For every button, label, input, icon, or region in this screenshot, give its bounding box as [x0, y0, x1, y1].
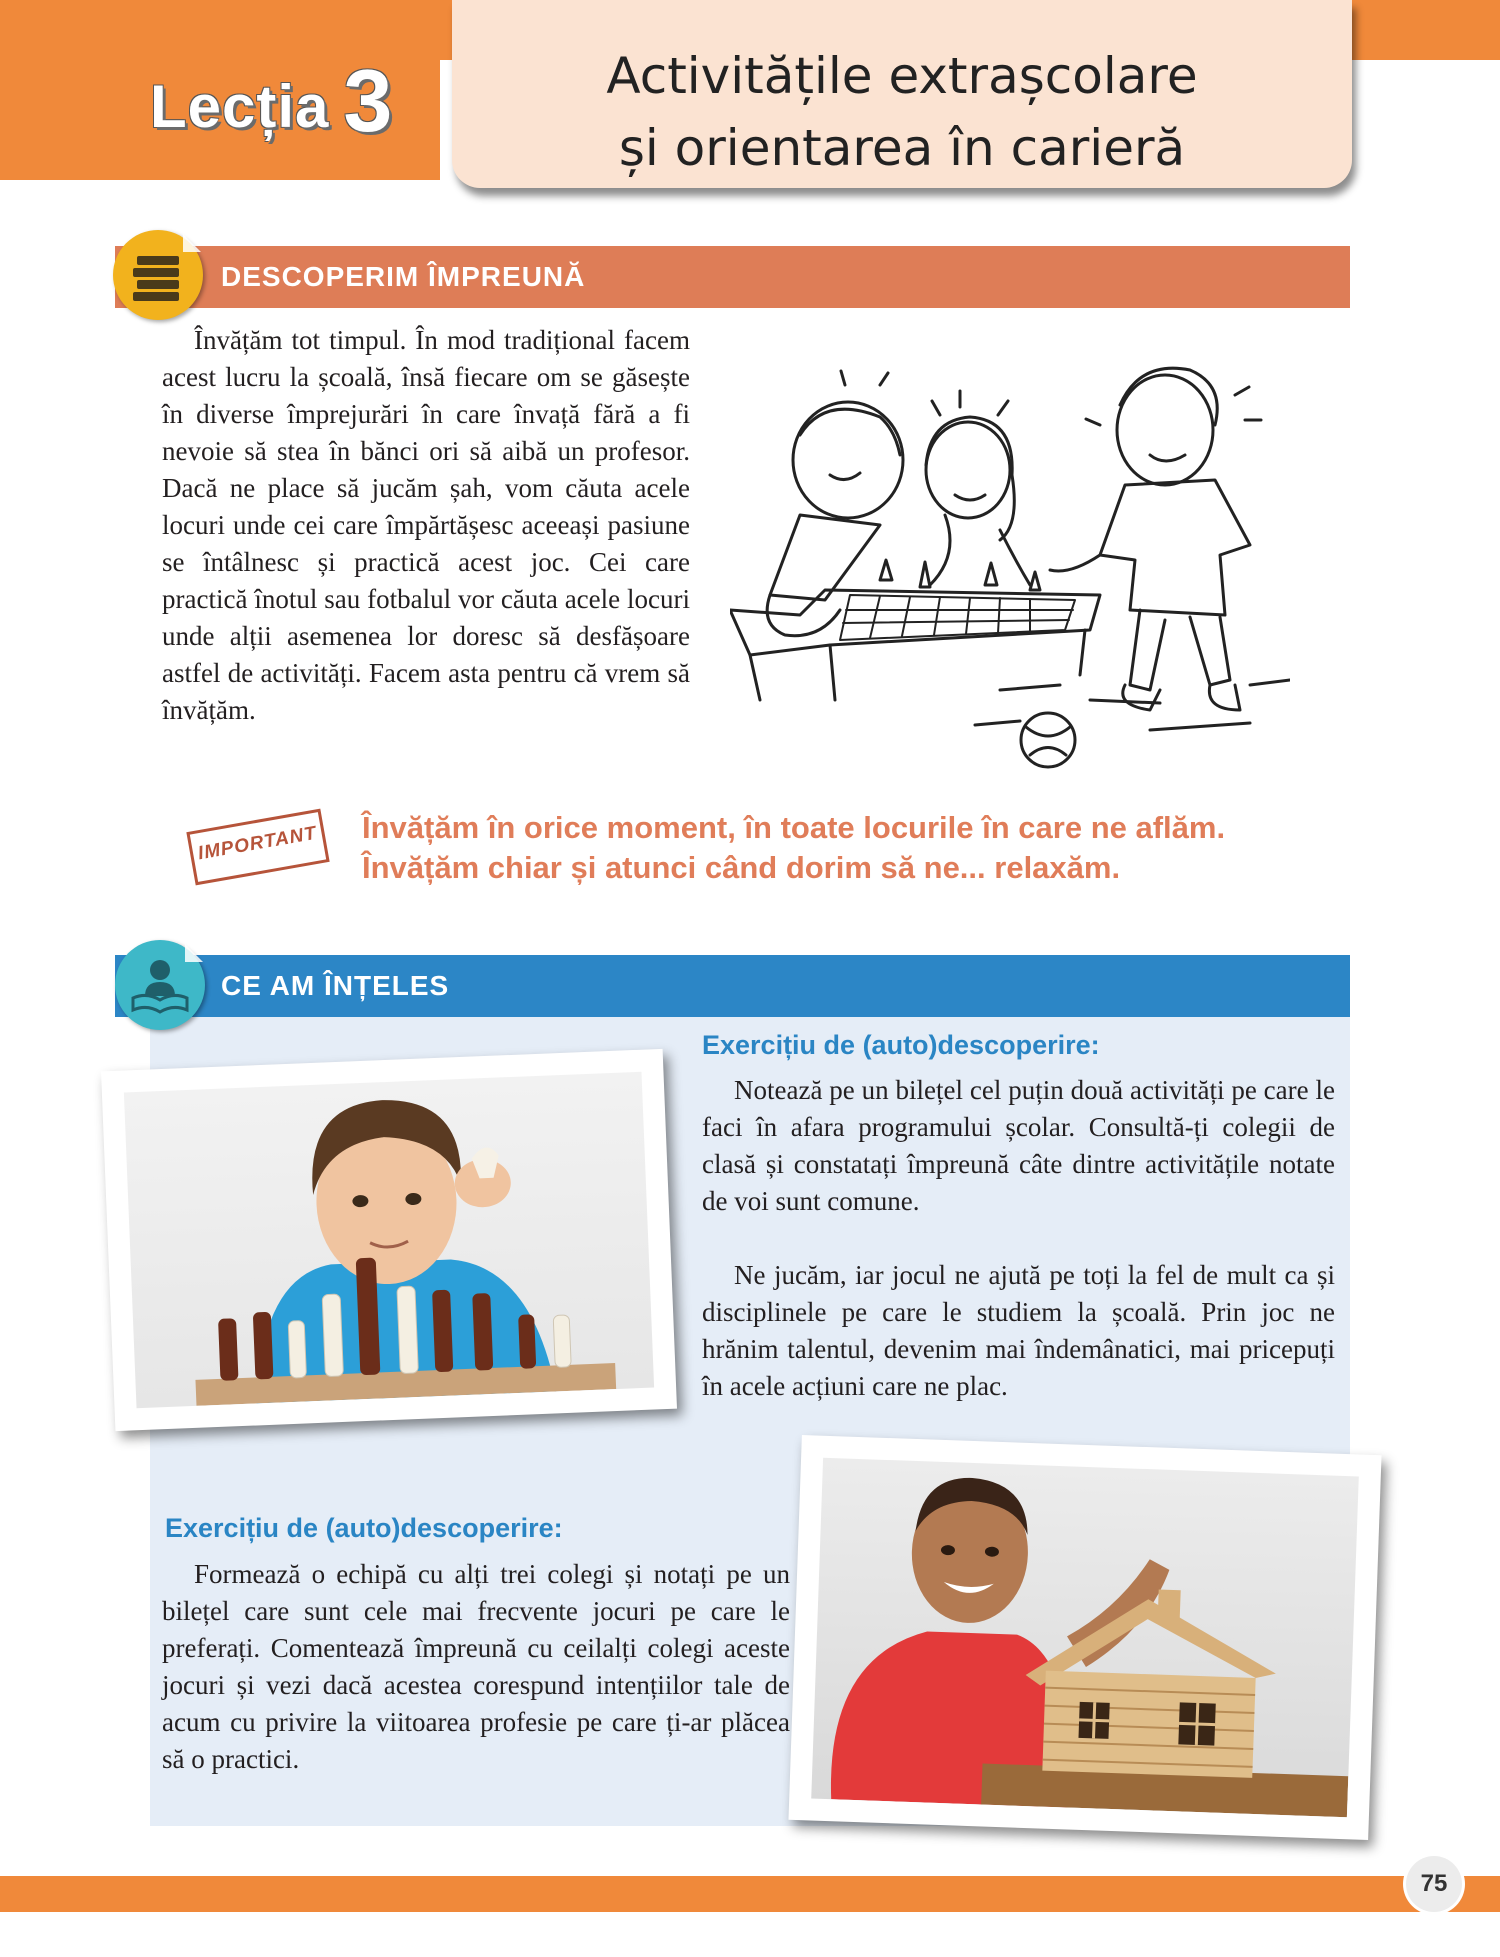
- important-stamp: [186, 809, 329, 886]
- page-title: [452, 40, 1352, 184]
- exercise-1-text: [702, 1072, 1335, 1405]
- bottom-orange-band: [0, 1876, 1500, 1912]
- important-line-2: Învățăm chiar și atunci când dorim să ne... relaxăm.: [362, 850, 1121, 885]
- exercise-1-paragraph-2: Ne jucăm, iar jocul ne ajută pe toți la fel de mult ca și disciplinele pe care le studiem la școală. Prin joc ne hrănim talentul, devenim mai îndemânatici, mai pricepuți în acele acțiuni care ne plac.: [702, 1260, 1335, 1401]
- intro-text: Învățăm tot timpul. În mod tradițional facem acest lucru la școală, însă fiecare om se găsește în diverse împrejurări în care învață fără a fi nevoie să stea în bănci ori să aibă un profesor. Dacă ne place să jucăm șah, vom căuta acele locuri unde cei care împărtășesc aceeași pasiune se întâlnesc și practică acest joc. Cei care practică înotul sau fotbalul vor căuta acele locuri unde alții asemenea lor doresc să desfășoare astfel de activități. Facem asta pentru că vrem să învățăm.: [162, 325, 690, 725]
- section2-title: CE AM ÎNȚELES: [221, 970, 450, 1001]
- photo-building-boy: [788, 1435, 1381, 1840]
- important-line-1: Învățăm în orice moment, în toate locurile în care ne aflăm.: [362, 810, 1226, 845]
- section1-title: DESCOPERIM ÎMPREUNĂ: [221, 261, 586, 292]
- important-note: [362, 808, 1342, 888]
- reader-book-icon: [115, 940, 205, 1030]
- section-header-descoperim: [115, 246, 1350, 308]
- section-header-ce-am-inteles: [115, 955, 1350, 1017]
- lesson-label: [150, 50, 393, 152]
- children-illustration: [730, 355, 1290, 780]
- exercise-2-title: Exercițiu de (auto)descoperire:: [165, 1513, 563, 1543]
- stamp-text: IMPORTANT: [196, 822, 319, 865]
- lesson-word: Lecția: [150, 73, 330, 140]
- building-boy-image: [811, 1458, 1359, 1817]
- intro-paragraph: [162, 322, 690, 729]
- exercise-1-title: Exercițiu de (auto)descoperire:: [702, 1030, 1100, 1060]
- books-icon: [113, 230, 203, 320]
- chess-boy-image: [124, 1072, 654, 1409]
- exercise-1-paragraph-1: Notează pe un bilețel cel puțin două activități pe care le faci în afara programului școlar. Consultă-ți colegii de clasă și constatați împreună câte dintre activitățile notate de voi sunt comune.: [702, 1075, 1335, 1216]
- exercise-2-paragraph: Formează o echipă cu alți trei colegi și notați pe un bilețel care sunt cele mai frecvente jocuri pe care le preferați. Comentează împreună cu ceilalți colegi aceste jocuri și vezi dacă acestea corespund intențiilor tale de acum cu privire la viitoarea profesie pe care ți-ar plăcea să o practici.: [162, 1559, 790, 1774]
- title-line-2: și orientarea în carieră: [618, 119, 1186, 177]
- photo-chess-boy: [101, 1049, 677, 1431]
- exercise-2-text: [162, 1556, 790, 1778]
- page-number: 75: [1406, 1856, 1462, 1912]
- lesson-number: 3: [343, 51, 394, 150]
- title-line-1: Activitățile extrașcolare: [606, 47, 1198, 105]
